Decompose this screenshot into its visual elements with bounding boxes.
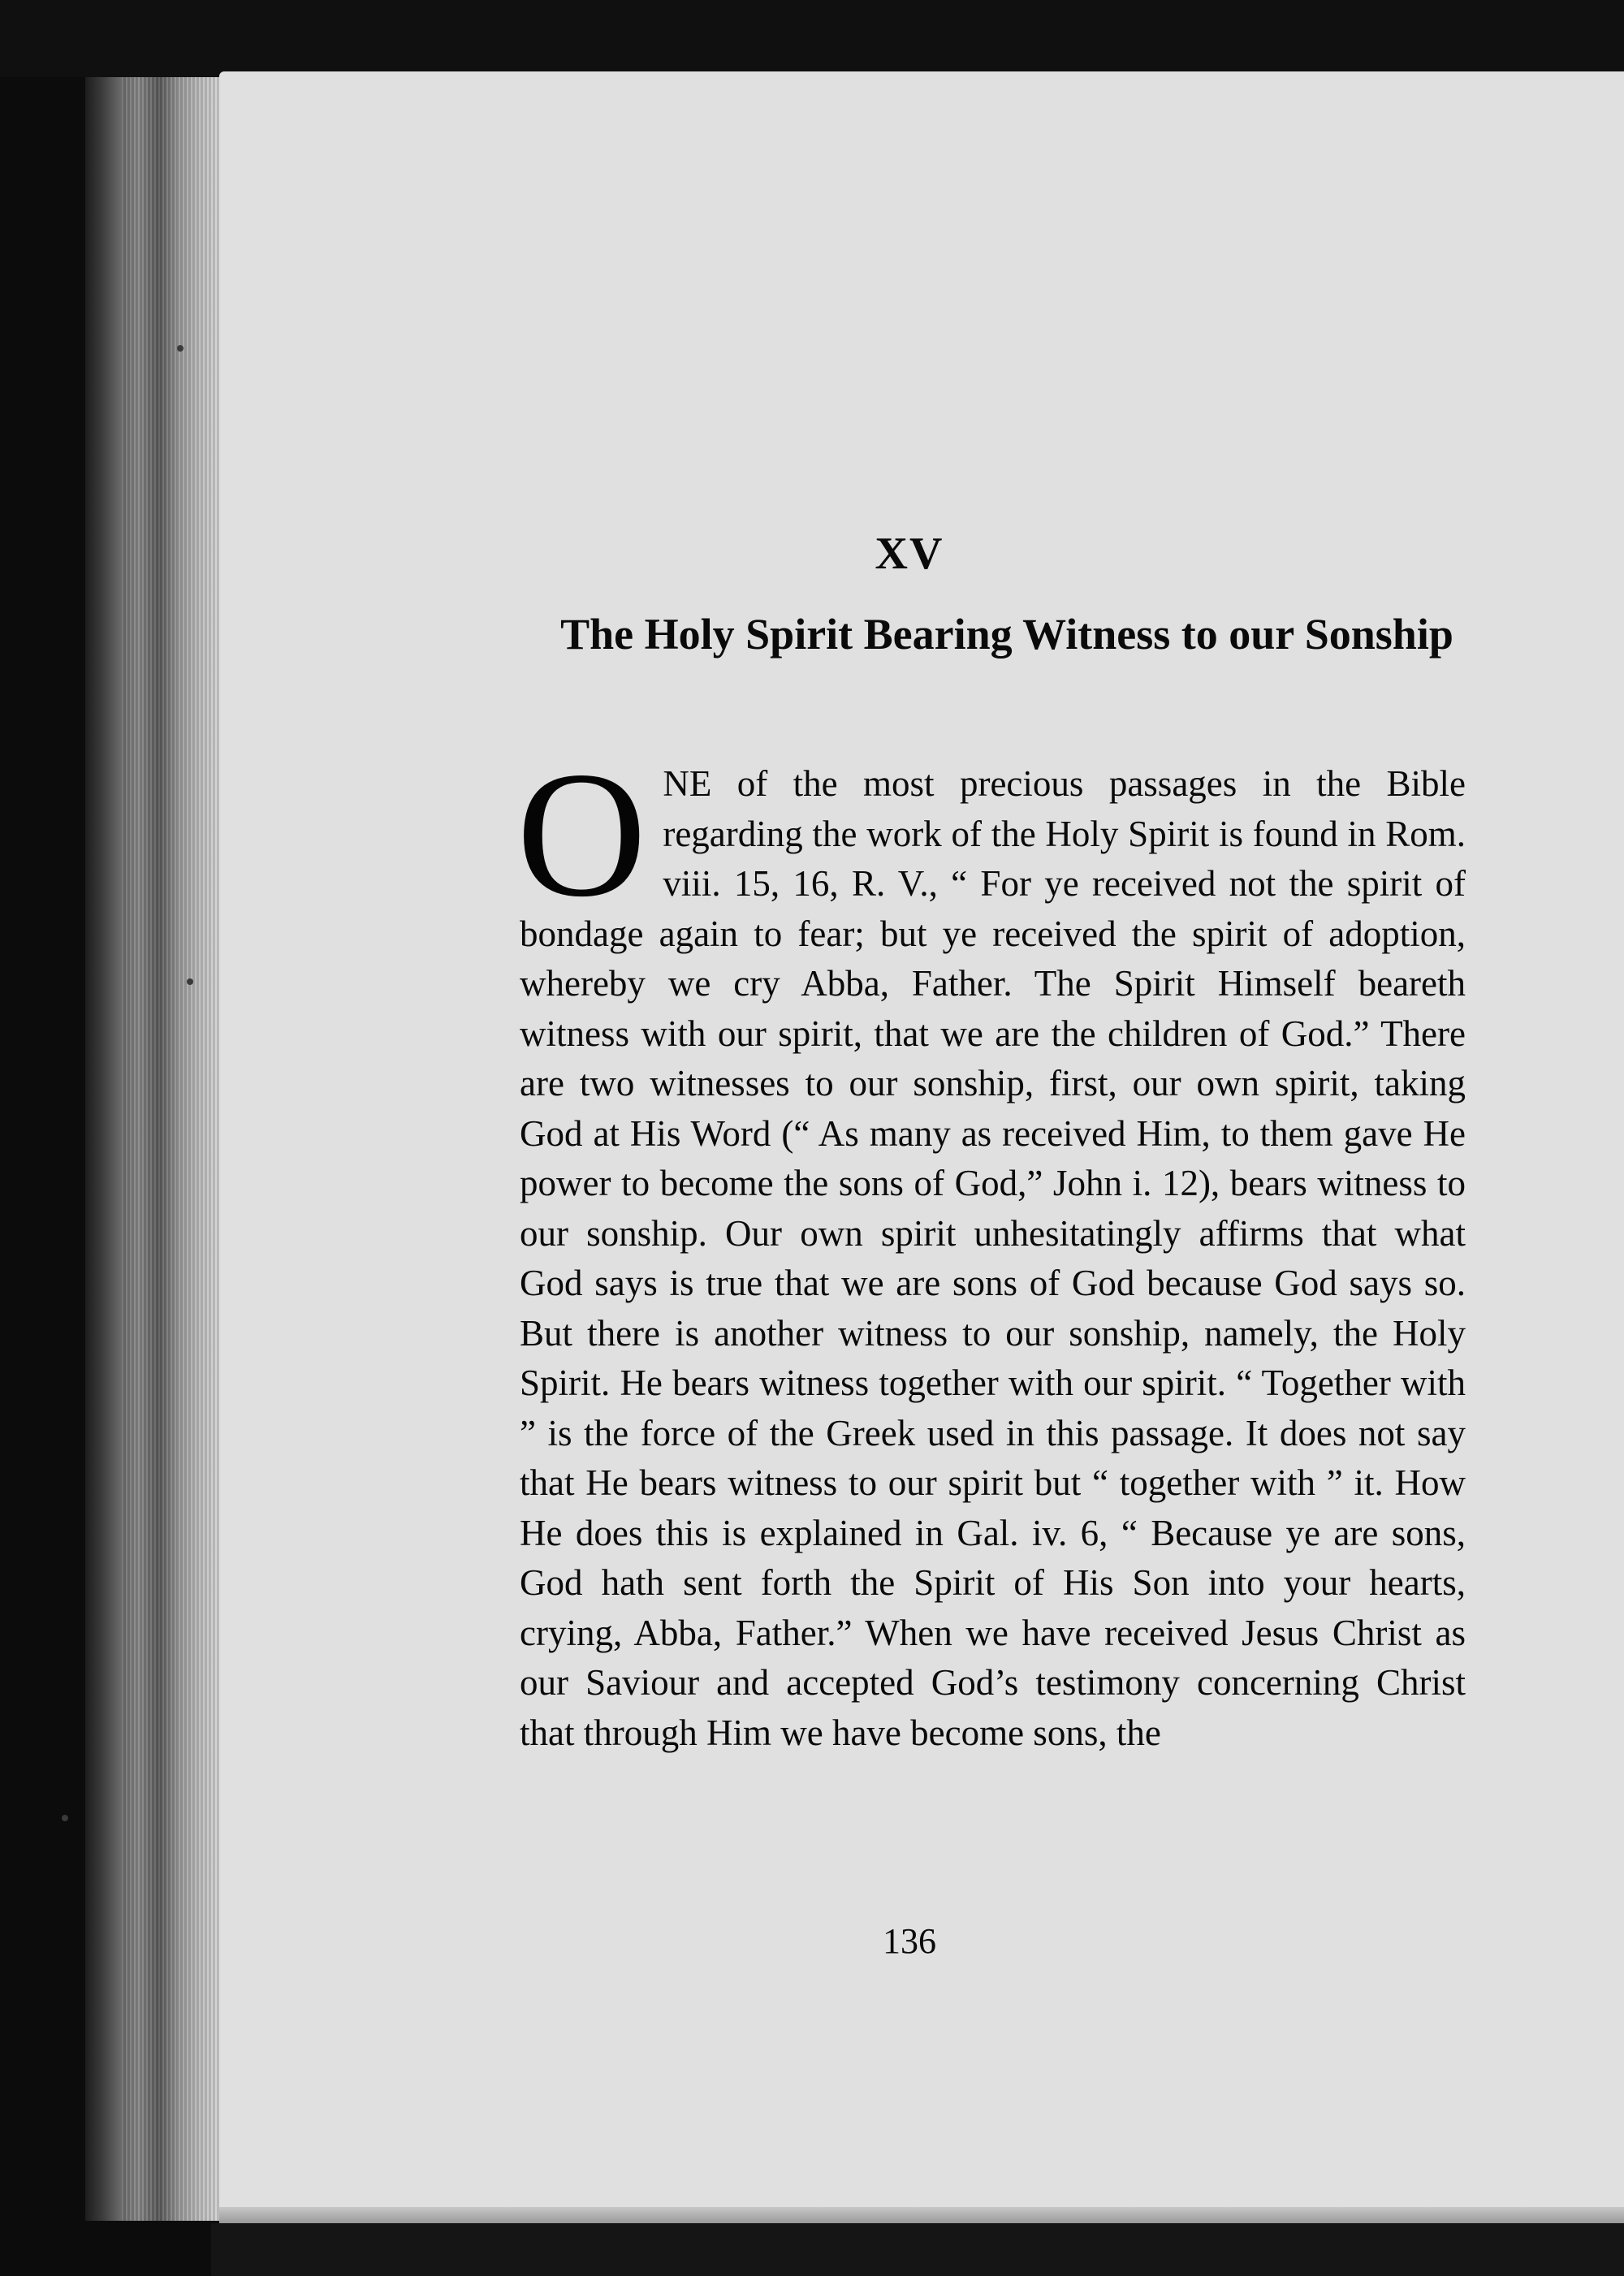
scan-speck: [187, 978, 193, 985]
scan-speck: [62, 1815, 68, 1821]
drop-cap: O: [516, 735, 647, 935]
chapter-title: The Holy Spirit Bearing Witness to our Sonship: [560, 610, 1453, 659]
page-bottom-shadow: [219, 2207, 1624, 2223]
scan-speck: [177, 345, 184, 352]
paragraph-text: NE of the most precious passages in the Bible regarding the work of the Holy Spirit is found in Rom. viii. 15, 16, R. V., “ For ye received not the spirit of bondage again to fear; but ye received the spirit of adoption, whereby we cry Abba, Father. The Spirit Himself beareth witness with our spirit, that we are the children of God.” There are two witnesses to our sonship, first, our own spirit, taking God at His Word (“ As many as received Him, to them gave He power to become the sons of God,” John i. 12), bears witness to our sonship. Our own spirit unhesitatingly affirms that what God says is true that we are sons of God because God says so. But there is another witness to our sonship, namely, the Holy Spirit. He bears witness together with our spirit. “ Together with ” is the force of the Greek used in this passage. It does not say that He bears witness to our spirit but “ together with ” it. How He does this is explained in Gal. iv. 6, “ Because ye are sons, God hath sent forth the Spirit of His Son into your hearts, crying, Abba, Father.” When we have received Jesus Christ as our Saviour and accepted God’s testimony concerning Christ that through Him we have become sons, the: [520, 763, 1466, 1753]
body-paragraph: [516, 735, 1466, 1758]
scan-border-bottom: [211, 2223, 1624, 2276]
chapter-number: XV: [875, 529, 944, 579]
page-edges: [122, 77, 219, 2221]
page-number: 136: [883, 1921, 936, 1961]
scan-border-top: [0, 0, 1624, 77]
